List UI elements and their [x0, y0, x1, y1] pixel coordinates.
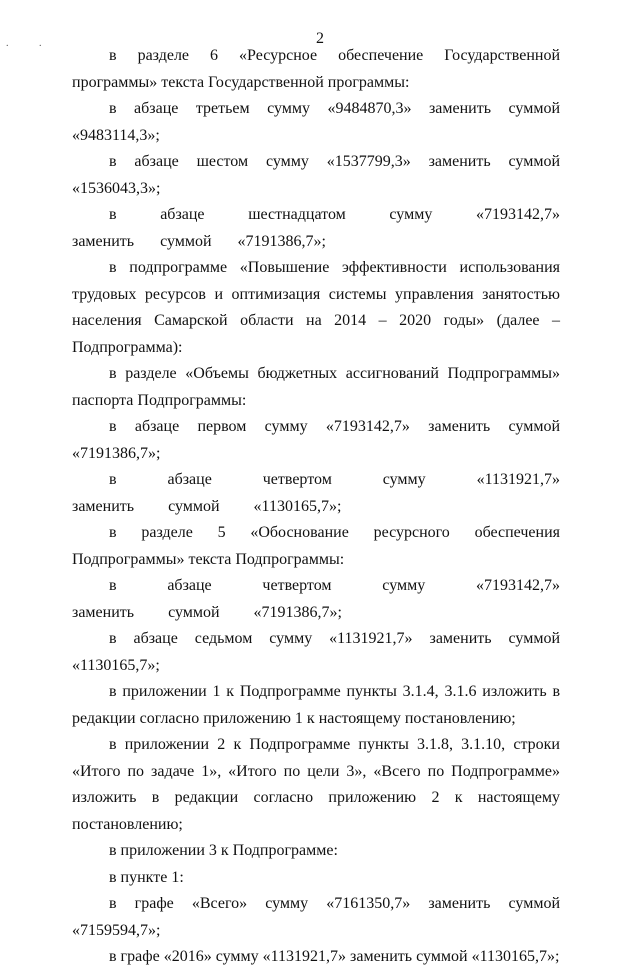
paragraph: в абзаце шестом сумму «1537799,3» заменить суммой «1536043,3»; [72, 153, 560, 197]
paragraph: в абзаце третьем сумму «9484870,3» заменить суммой «9483114,3»; [72, 100, 560, 144]
paragraph: в приложении 2 к Подпрограмме пункты 3.1.8, 3.1.10, строки «Итого по задаче 1», «Итого по цели 3», «Всего по Подпрограмме» изложить в редакции согласно приложению 2 к настоящему постановлению; [72, 736, 560, 833]
paragraph: в разделе «Объемы бюджетных ассигнований Подпрограммы» паспорта Подпрограммы: [72, 365, 560, 409]
paragraph: в пункте 1: [109, 868, 184, 886]
paragraph: в разделе 6 «Ресурсное обеспечение Государственной программы» текста Государственной программы: [72, 47, 560, 91]
paragraph: в графе «Всего» сумму «7161350,7» заменить суммой «7159594,7»; [72, 895, 560, 939]
paragraph: в подпрограмме «Повышение эффективности использования трудовых ресурсов и оптимизация системы управления занятостью населения Самарской области на 2014 – 2020 годы» (далее – Подпрограмма): [72, 259, 560, 356]
paragraph: в графе «2016» сумму «1131921,7» заменить суммой «1130165,7»; [109, 948, 560, 965]
document-body [72, 43, 560, 971]
paragraph: в приложении 3 к Подпрограмме: [109, 842, 338, 859]
paragraph: в абзаце четвертом сумму «1131921,7» заменить суммой «1130165,7»; [72, 471, 560, 515]
margin-marks: . . [6, 38, 56, 49]
paragraph: в абзаце первом сумму «7193142,7» заменить суммой «7191386,7»; [72, 418, 560, 462]
paragraph: в абзаце шестнадцатом сумму «7193142,7» заменить суммой «7191386,7»; [72, 206, 560, 250]
paragraph: в абзаце четвертом сумму «7193142,7» заменить суммой «7191386,7»; [72, 577, 560, 621]
paragraph: в абзаце седьмом сумму «1131921,7» заменить суммой «1130165,7»; [72, 630, 560, 674]
paragraph: в разделе 5 «Обоснование ресурсного обеспечения Подпрограммы» текста Подпрограммы: [72, 524, 560, 568]
paragraph: в приложении 1 к Подпрограмме пункты 3.1.4, 3.1.6 изложить в редакции согласно приложению 1 к настоящему постановлению; [72, 683, 560, 727]
page-number: 2 [316, 30, 324, 47]
